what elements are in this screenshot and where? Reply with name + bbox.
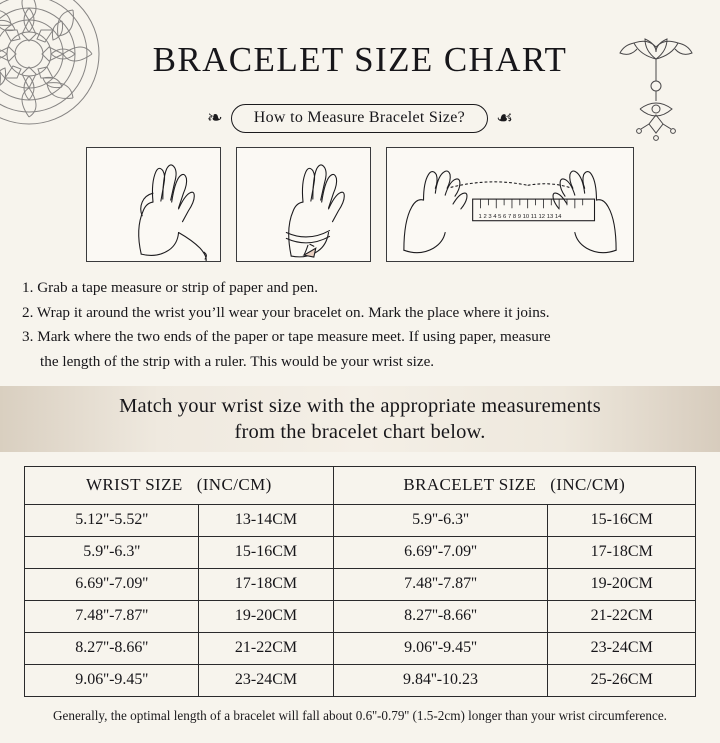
flourish-right-icon: ☙	[496, 106, 514, 129]
illustration-wrist-wrapped-with-paper	[236, 147, 371, 262]
subtitle-row	[0, 104, 720, 133]
step-3: 3. Mark where the two ends of the paper or tape measure meet. If using paper, measure	[22, 328, 551, 346]
wrist-inches-cell: 7.48''-7.87''	[25, 601, 199, 633]
step-3-continued: the length of the strip with a ruler. This would be your wrist size.	[40, 352, 435, 370]
wrist-inches-cell: 5.9''-6.3''	[25, 537, 199, 569]
illustration-hand-with-tape-measure	[86, 147, 221, 262]
page-title: BRACELET SIZE CHART	[152, 40, 568, 80]
size-chart-table	[24, 466, 696, 697]
wrist-inches-cell: 9.06''-9.45''	[25, 665, 199, 697]
bracelet-inches-cell: 9.06''-9.45''	[333, 633, 548, 665]
subtitle-pill: How to Measure Bracelet Size?	[231, 104, 488, 133]
wrist-cm-cell: 13-14CM	[199, 505, 333, 537]
wrist-size-unit: (INC/CM)	[196, 475, 272, 495]
bracelet-size-header	[333, 467, 695, 505]
step-2: 2. Wrap it around the wrist you’ll wear your bracelet on. Mark the place where it joins.	[22, 303, 550, 321]
bracelet-inches-cell: 8.27''-8.66''	[333, 601, 548, 633]
bracelet-cm-cell: 15-16CM	[548, 505, 696, 537]
banner-line-2: from the bracelet chart below.	[234, 421, 486, 444]
table-row	[25, 633, 696, 665]
table-row	[25, 601, 696, 633]
match-size-banner	[0, 386, 720, 452]
table-row	[25, 505, 696, 537]
svg-text:1 2 3 4 5 6 7 8 9 10 11 12 13: 1 2 3 4 5 6 7 8 9 10 11 12 13 14	[478, 213, 562, 220]
bracelet-size-label: BRACELET SIZE	[403, 475, 537, 495]
wrist-cm-cell: 23-24CM	[199, 665, 333, 697]
wrist-inches-cell: 8.27''-8.66''	[25, 633, 199, 665]
bracelet-inches-cell: 7.48''-7.87''	[333, 569, 548, 601]
footnote: Generally, the optimal length of a bracelet will fall about 0.6''-0.79'' (1.5-2cm) longer than your wrist circumference.	[53, 708, 667, 724]
bracelet-inches-cell: 5.9''-6.3''	[333, 505, 548, 537]
wrist-inches-cell: 5.12''-5.52''	[25, 505, 199, 537]
bracelet-inches-cell: 9.84''-10.23	[333, 665, 548, 697]
bracelet-inches-cell: 6.69''-7.09''	[333, 537, 548, 569]
bracelet-cm-cell: 21-22CM	[548, 601, 696, 633]
step-1: 1. Grab a tape measure or strip of paper and pen.	[22, 278, 319, 296]
table-row	[25, 537, 696, 569]
wrist-size-label: WRIST SIZE	[85, 475, 183, 495]
bracelet-cm-cell: 23-24CM	[548, 633, 696, 665]
wrist-cm-cell: 19-20CM	[199, 601, 333, 633]
illustration-row	[0, 147, 720, 262]
banner-line-1: Match your wrist size with the appropriate measurements	[119, 395, 601, 418]
bracelet-cm-cell: 19-20CM	[548, 569, 696, 601]
wrist-inches-cell: 6.69''-7.09''	[25, 569, 199, 601]
wrist-size-header	[25, 467, 334, 505]
bracelet-size-unit: (INC/CM)	[550, 475, 626, 495]
table-header-row	[25, 467, 696, 505]
table-row	[25, 665, 696, 697]
wrist-cm-cell: 15-16CM	[199, 537, 333, 569]
wrist-cm-cell: 21-22CM	[199, 633, 333, 665]
wrist-cm-cell: 17-18CM	[199, 569, 333, 601]
table-row	[25, 569, 696, 601]
instruction-steps	[0, 276, 720, 375]
illustration-measuring-strip-with-ruler	[386, 147, 634, 262]
bracelet-cm-cell: 25-26CM	[548, 665, 696, 697]
flourish-left-icon: ❧	[206, 106, 223, 129]
bracelet-cm-cell: 17-18CM	[548, 537, 696, 569]
